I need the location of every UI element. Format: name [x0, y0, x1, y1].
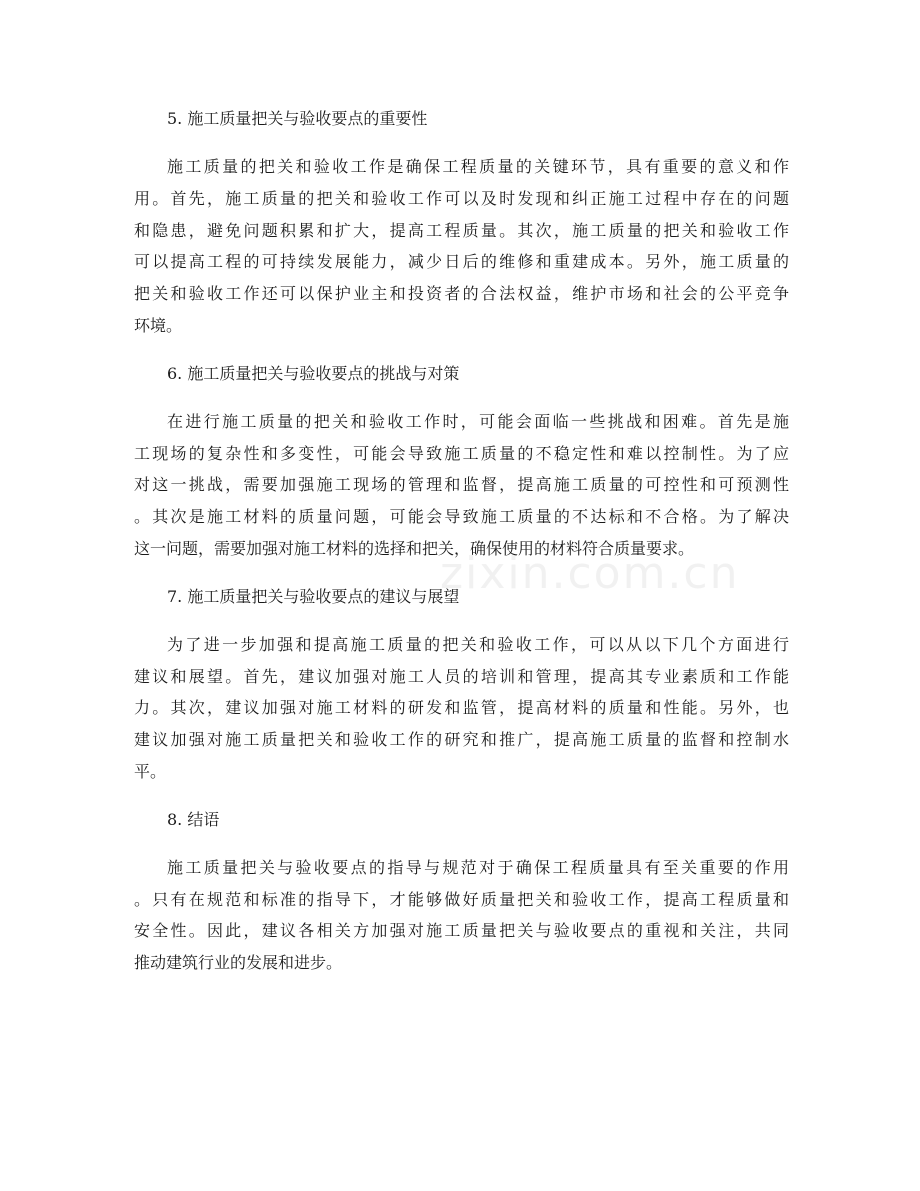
paragraph-line: 建议和展望。首先，建议加强对施工人员的培训和管理，提高其专业素质和工作能 [134, 666, 789, 686]
paragraph-line: 可以提高工程的可持续发展能力，减少日后的维修和重建成本。另外，施工质量的 [134, 252, 789, 272]
paragraph-line: 这一问题，需要加强对施工材料的选择和把关，确保使用的材料符合质量要求。 [134, 538, 695, 558]
section-5 [134, 104, 789, 342]
paragraph-line: 为了进一步加强和提高施工质量的把关和验收工作，可以从以下几个方面进行 [167, 634, 789, 654]
paragraph-line: 推动建筑行业的发展和进步。 [134, 953, 343, 973]
paragraph-line: 。只有在规范和标准的指导下，才能够做好质量把关和验收工作，提高工程质量和 [134, 889, 789, 909]
paragraph-line: 平。 [134, 761, 167, 781]
section-paragraph [134, 151, 789, 342]
section-8 [134, 805, 789, 979]
paragraph-line: 安全性。因此，建议各相关方加强对施工质量把关与验收要点的重视和关注，共同 [134, 921, 789, 941]
section-heading: 5. 施工质量把关与验收要点的重要性 [167, 109, 428, 128]
paragraph-line: 在进行施工质量的把关和验收工作时，可能会面临一些挑战和困难。首先是施 [167, 411, 789, 431]
section-heading: 8. 结语 [167, 809, 220, 829]
paragraph-line: 力。其次，建议加强对施工材料的研发和监管，提高材料的质量和性能。另外，也 [134, 698, 789, 718]
section-paragraph [134, 852, 789, 979]
section-6 [134, 359, 789, 565]
paragraph-line: 和隐患，避免问题积累和扩大，提高工程质量。其次，施工质量的把关和验收工作 [134, 220, 789, 240]
section-paragraph [134, 629, 789, 788]
watermark: zixin.com.cn [440, 548, 740, 599]
document-page [134, 104, 789, 996]
paragraph-line: 对这一挑战，需要加强施工现场的管理和监督，提高施工质量的可控性和可预测性 [134, 475, 789, 495]
paragraph-line: 。其次是施工材料的质量问题，可能会导致施工质量的不达标和不合格。为了解决 [134, 507, 789, 527]
section-heading: 7. 施工质量把关与验收要点的建议与展望 [167, 586, 460, 606]
paragraph-line: 用。首先，施工质量的把关和验收工作可以及时发现和纠正施工过程中存在的问题 [134, 188, 789, 208]
section-heading: 6. 施工质量把关与验收要点的挑战与对策 [167, 363, 460, 383]
paragraph-line: 环境。 [134, 315, 183, 335]
paragraph-line: 建议加强对施工质量把关和验收工作的研究和推广，提高施工质量的监督和控制水 [134, 730, 789, 750]
paragraph-line: 工现场的复杂性和多变性，可能会导致施工质量的不稳定性和难以控制性。为了应 [134, 443, 789, 463]
paragraph-line: 把关和验收工作还可以保护业主和投资者的合法权益，维护市场和社会的公平竞争 [134, 284, 789, 304]
section-7 [134, 582, 789, 788]
section-paragraph [134, 406, 789, 565]
paragraph-line: 施工质量的把关和验收工作是确保工程质量的关键环节，具有重要的意义和作 [167, 157, 789, 176]
paragraph-line: 施工质量把关与验收要点的指导与规范对于确保工程质量具有至关重要的作用 [167, 857, 789, 877]
